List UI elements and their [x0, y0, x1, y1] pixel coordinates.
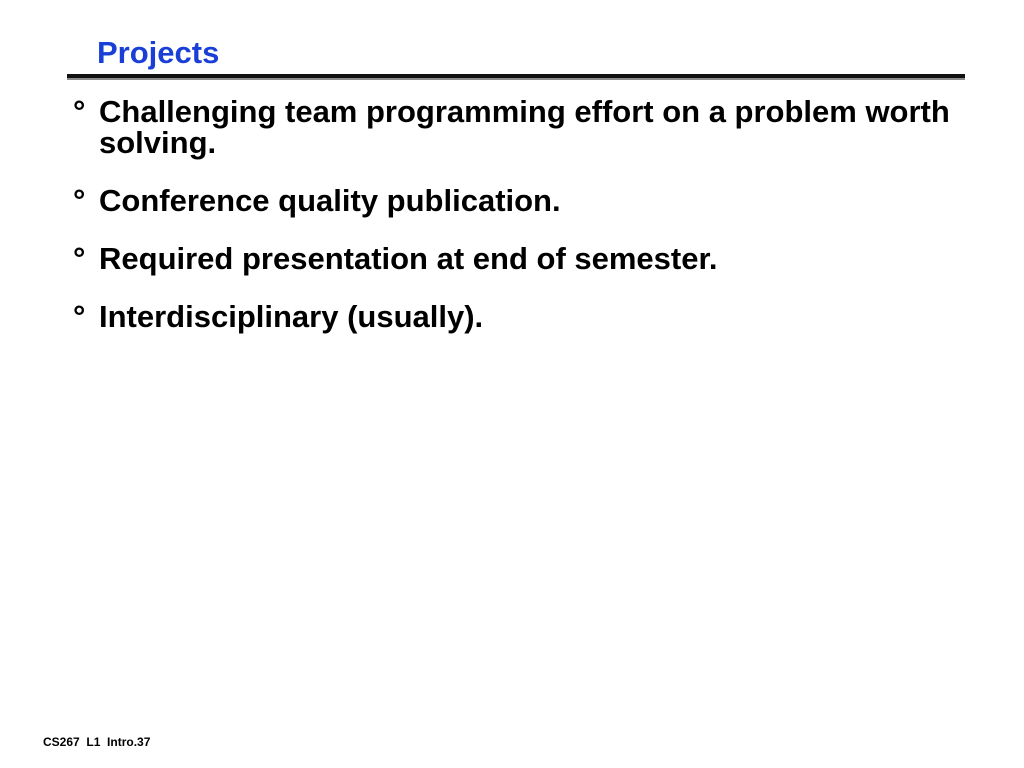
bullet-icon: °	[73, 94, 86, 129]
bullet-text: Required presentation at end of semester.	[99, 241, 718, 276]
bullet-item	[73, 243, 973, 274]
bullet-list	[73, 96, 973, 359]
bullet-text: Interdisciplinary (usually).	[99, 299, 484, 334]
bullet-item	[73, 301, 973, 332]
bullet-text: Conference quality publication.	[99, 183, 561, 218]
bullet-item	[73, 96, 973, 158]
slide-title: Projects	[97, 35, 220, 70]
title-divider-shadow	[67, 78, 965, 80]
bullet-icon: °	[73, 183, 86, 218]
bullet-icon: °	[73, 299, 86, 334]
bullet-item	[73, 185, 973, 216]
slide-footer: CS267 L1 Intro.37	[43, 735, 151, 749]
bullet-icon: °	[73, 241, 86, 276]
bullet-text: Challenging team programming effort on a problem worth solving.	[99, 94, 950, 160]
